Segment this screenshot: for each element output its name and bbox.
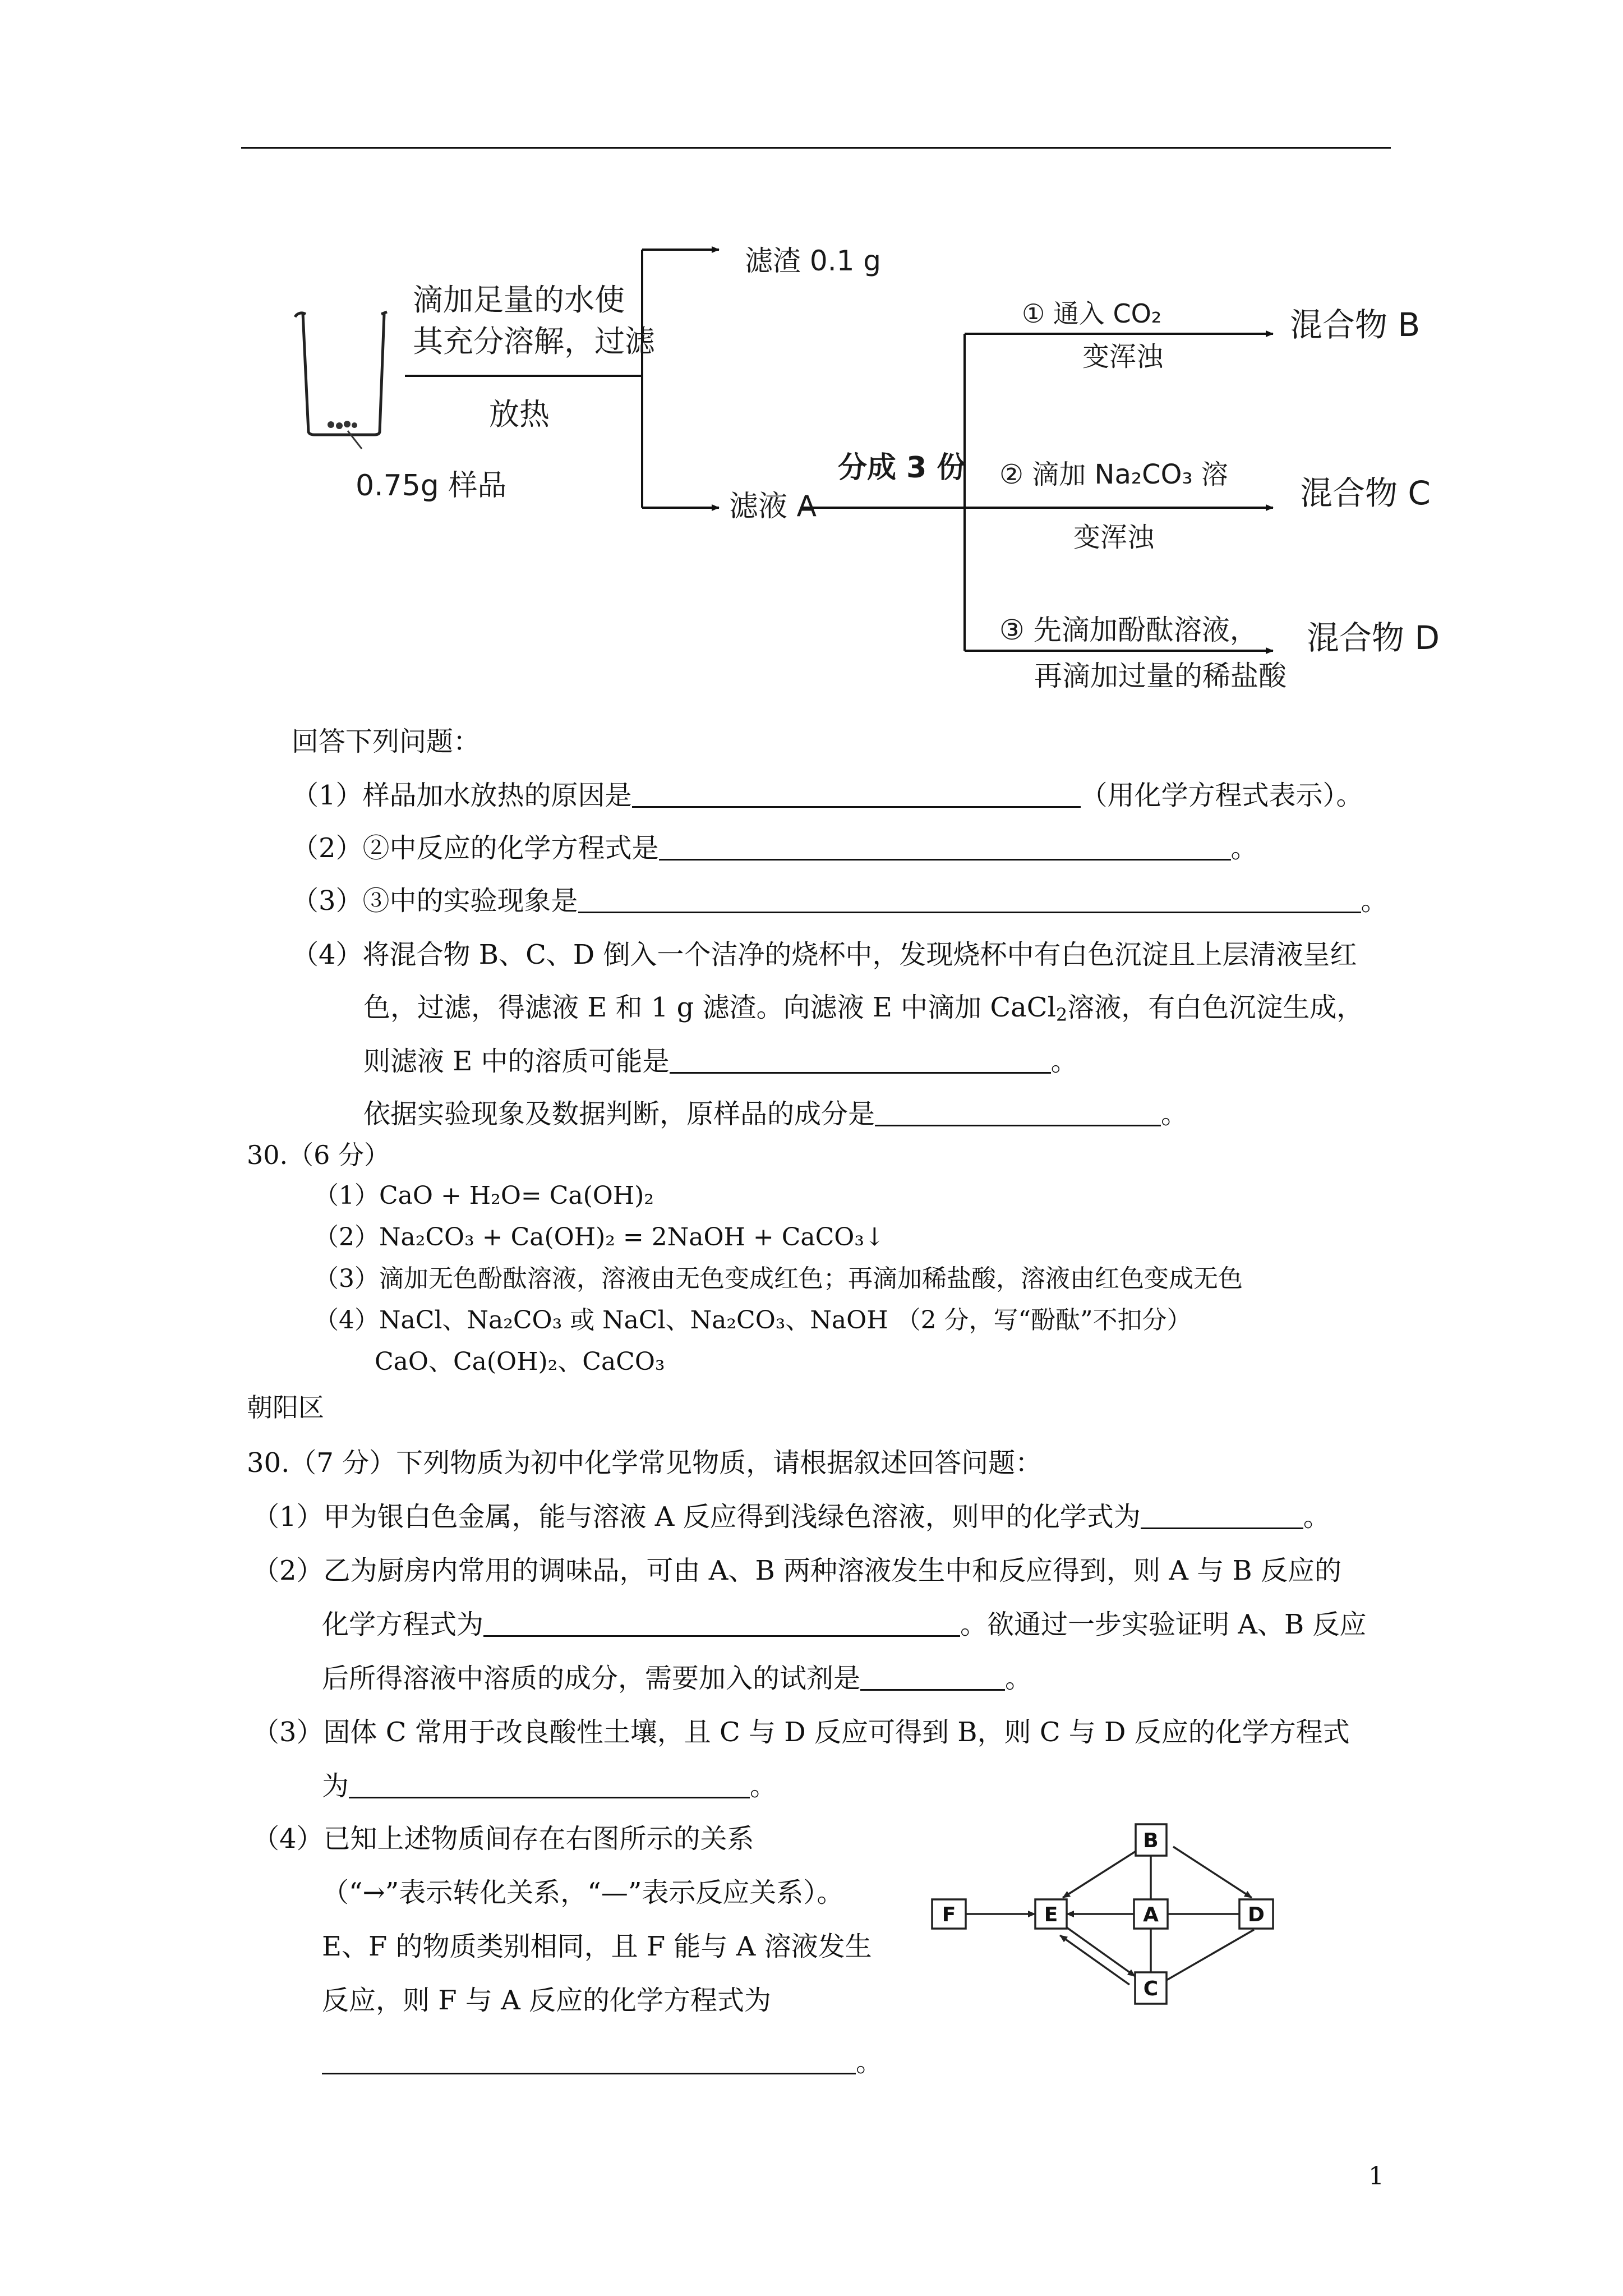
q30-part4-line3: E、F 的物质类别相同，且 F 能与 A 溶液发生 [322, 1931, 872, 1962]
relation-diagram [920, 1818, 1312, 2053]
filtrate-label: 滤液 A [729, 490, 817, 523]
q30-part3-line1: （3）固体 C 常用于改良酸性土壤，且 C 与 D 反应可得到 B，则 C 与 D 反应的化学方程式 [252, 1717, 1350, 1748]
branch1-top: ① 通入 CO₂ [1022, 298, 1162, 329]
q30-part2-line2: 化学方程式为 。欲通过一步实验证明 A、B 反应 [322, 1609, 1367, 1640]
q29-part4-line2: 色，过滤，得滤液 E 和 1 g 滤渣。向滤液 E 中滴加 CaCl$_2$溶液，有白色沉淀生成， [363, 992, 1364, 1025]
q29-part4-line3: 则滤液 E 中的溶质可能是 。 [363, 1046, 1078, 1077]
answer-blank[interactable] [632, 784, 1081, 808]
district-label: 朝阳区 [247, 1392, 324, 1423]
q29-part4-line1: （4）将混合物 B、C、D 倒入一个洁净的烧杯中，发现烧杯中有白色沉淀且上层清液呈红 [292, 939, 1357, 970]
q29-part4-line4: 依据实验现象及数据判断，原样品的成分是 。 [363, 1098, 1188, 1130]
residue-label: 滤渣 0.1 g [745, 245, 882, 277]
beaker-icon [295, 312, 387, 435]
branch3-bottom: 再滴加过量的稀盐酸 [1034, 660, 1287, 692]
q30-part2-line3: 后所得溶液中溶质的成分，需要加入的试剂是 。 [322, 1663, 1032, 1694]
answer-3: （3）滴加无色酚酞溶液，溶液由无色变成红色；再滴加稀盐酸，溶液由红色变成无色 [314, 1264, 1243, 1293]
answer-blank[interactable] [860, 1667, 1005, 1691]
answer-blank[interactable] [483, 1613, 960, 1637]
answer-1: （1）CaO + H₂O= Ca(OH)₂ [314, 1181, 654, 1210]
node-d: D [1248, 1903, 1265, 1926]
step1-line2: 其充分溶解，过滤 [413, 324, 655, 359]
answer-blank[interactable] [578, 889, 1361, 913]
answer-blank[interactable] [1141, 1505, 1303, 1529]
answers-title: 30.（6 分） [247, 1140, 390, 1170]
branch1-result: 混合物 B [1290, 306, 1421, 344]
node-b: B [1143, 1829, 1159, 1852]
branch1-bottom: 变浑浊 [1082, 341, 1164, 372]
answer-blank[interactable] [670, 1050, 1051, 1074]
node-c: C [1143, 1977, 1159, 2000]
answer-4: （4）NaCl、Na₂CO₃ 或 NaCl、Na₂CO₃、NaOH （2 分，写“酚酞”不扣分） [314, 1306, 1192, 1335]
heat-label: 放热 [489, 397, 550, 432]
answer-blank[interactable] [875, 1102, 1161, 1126]
branch2-bottom: 变浑浊 [1073, 522, 1155, 553]
node-e: E [1044, 1903, 1058, 1926]
q30-part2-line1: （2）乙为厨房内常用的调味品，可由 A、B 两种溶液发生中和反应得到，则 A 与 B 反应的 [252, 1555, 1341, 1586]
node-f: F [942, 1903, 956, 1926]
q30-part4-line2: （“→”表示转化关系，“—”表示反应关系）。 [322, 1877, 844, 1908]
q29-part1: （1）样品加水放热的原因是 （用化学方程式表示）。 [292, 780, 1363, 811]
q30-part4-line1: （4）已知上述物质间存在右图所示的关系 [252, 1823, 754, 1855]
q30-part3-line2: 为 。 [322, 1770, 777, 1802]
split-label: 分成 3 份 [838, 451, 966, 485]
q30-title: 30.（7 分）下列物质为初中化学常见物质，请根据叙述回答问题： [247, 1447, 1043, 1479]
branch2-top: ② 滴加 Na₂CO₃ 溶 [999, 459, 1228, 490]
q30-part1: （1）甲为银白色金属，能与溶液 A 反应得到浅绿色溶液，则甲的化学式为 。 [252, 1501, 1330, 1533]
branch3-top: ③ 先滴加酚酞溶液， [999, 614, 1258, 646]
q29-part2: （2）②中反应的化学方程式是 。 [292, 832, 1258, 864]
answer-5: CaO、Ca(OH)₂、CaCO₃ [375, 1347, 665, 1376]
branch3-result: 混合物 D [1307, 619, 1440, 657]
q29-part3: （3）③中的实验现象是 。 [292, 885, 1388, 917]
branch2-result: 混合物 C [1300, 474, 1431, 512]
node-a: A [1143, 1903, 1159, 1926]
answer-2: （2）Na₂CO₃ + Ca(OH)₂ = 2NaOH + CaCO₃↓ [314, 1223, 885, 1251]
answer-blank[interactable] [322, 2050, 856, 2074]
step1-line1: 滴加足量的水使 [413, 282, 625, 318]
q30-part4-line4: 反应，则 F 与 A 反应的化学方程式为 [322, 1985, 772, 2016]
sample-dots [328, 421, 357, 429]
q30-part4-line5: 。 [322, 2049, 883, 2076]
sample-label: 0.75g 样品 [356, 469, 507, 503]
page-number: 1 [1368, 2162, 1384, 2191]
answer-blank[interactable] [349, 1774, 750, 1798]
answer-blank[interactable] [659, 836, 1231, 861]
q29-intro: 回答下列问题： [292, 726, 481, 757]
